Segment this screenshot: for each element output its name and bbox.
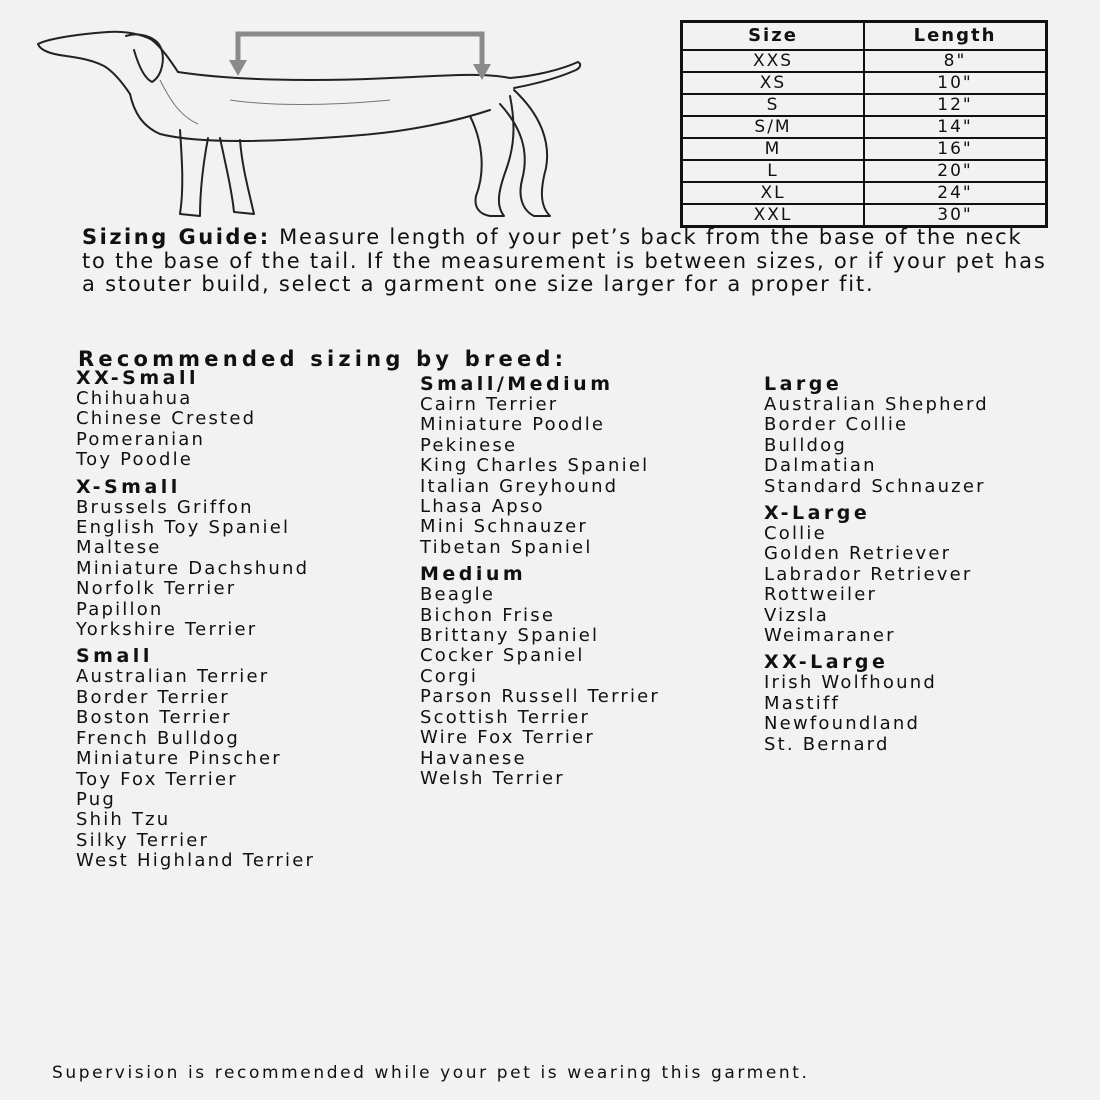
sizing-guide-label: Sizing Guide: [82, 225, 271, 249]
breed-name: Standard Schnauzer [764, 475, 986, 497]
breed-name: Corgi [420, 665, 479, 687]
length-cell: 16" [864, 138, 1047, 160]
breed-recommendation-heading: Recommended sizing by breed: [78, 347, 568, 371]
size-table-header-row [682, 22, 1047, 51]
breed-name: Labrador Retriever [764, 563, 973, 585]
breed-name: Silky Terrier [76, 829, 210, 851]
sizing-guide-text: Measure length of your pet’s back from the base of the neck to the base of the tail. If the measurement is between sizes, or if your pet has a stouter build, select a garment one size larger for a proper fit. [82, 225, 1047, 296]
length-cell: 20" [864, 160, 1047, 182]
breed-name: Weimaraner [764, 625, 896, 647]
length-cell: 14" [864, 116, 1047, 138]
size-table-row [682, 182, 1047, 204]
breed-name: English Toy Spaniel [76, 517, 291, 539]
breed-name: West Highland Terrier [76, 850, 316, 872]
breed-name: Boston Terrier [76, 707, 232, 729]
breed-name: Irish Wolfhound [764, 672, 937, 694]
breed-name: Mini Schnauzer [420, 516, 588, 538]
breed-name: Miniature Poodle [420, 414, 606, 436]
breed-name: Chihuahua [76, 388, 193, 409]
breed-name: Australian Shepherd [764, 394, 989, 415]
size-group-title: XX-Small [76, 367, 199, 389]
supervision-notice: Supervision is recommended while your pet is wearing this garment. [52, 1063, 810, 1083]
breed-name: Pekinese [420, 434, 518, 456]
breed-name: Golden Retriever [764, 543, 952, 565]
size-cell: M [682, 138, 865, 160]
breed-column-3 [764, 374, 989, 761]
breed-name: Parson Russell Terrier [420, 686, 661, 708]
size-group [76, 646, 315, 871]
breed-name: Lhasa Apso [420, 496, 545, 518]
breed-name: Toy Fox Terrier [76, 768, 238, 790]
breed-name: Pomeranian [76, 428, 206, 450]
breed-column-2 [420, 374, 660, 795]
breed-name: Border Collie [764, 414, 909, 436]
size-group [764, 652, 989, 755]
size-group-title: XX-Large [764, 651, 889, 674]
size-cell: S/M [682, 116, 865, 138]
size-column-header: Size [682, 22, 865, 51]
size-table-row [682, 94, 1047, 116]
breed-column-1 [76, 368, 315, 878]
breed-name: St. Bernard [764, 733, 890, 755]
breed-name: Collie [764, 523, 827, 545]
size-group [76, 477, 315, 641]
size-table-row [682, 72, 1047, 94]
size-group-title: Large [764, 373, 843, 395]
breed-name: Papillon [76, 598, 164, 620]
breed-name: Bulldog [764, 434, 848, 456]
breed-name: Bichon Frise [420, 604, 556, 626]
length-cell: 10" [864, 72, 1047, 94]
breed-name: Wire Fox Terrier [420, 727, 595, 749]
size-table-row [682, 204, 1047, 227]
size-table-row [682, 160, 1047, 182]
breed-name: Shih Tzu [76, 809, 171, 831]
breed-name: Newfoundland [764, 713, 921, 735]
size-group-title: Small [76, 645, 153, 668]
breed-name: Australian Terrier [76, 666, 270, 688]
breed-name: Pug [76, 788, 116, 810]
breed-name: Dalmatian [764, 455, 877, 477]
breed-name: Welsh Terrier [420, 767, 565, 789]
size-group-title: X-Large [764, 502, 871, 525]
breed-name: French Bulldog [76, 727, 240, 749]
dog-illustration [30, 20, 590, 230]
size-group [764, 374, 989, 497]
breed-name: Cocker Spaniel [420, 645, 585, 667]
size-cell: XXL [682, 204, 865, 227]
breed-name: Maltese [76, 537, 162, 559]
size-group [764, 503, 989, 646]
breed-name: Toy Poodle [76, 449, 194, 471]
size-table-row [682, 50, 1047, 72]
size-group [420, 564, 660, 789]
breed-name: Italian Greyhound [420, 475, 619, 497]
breed-name: Brussels Griffon [76, 496, 254, 518]
size-group [420, 374, 660, 558]
size-cell: XS [682, 72, 865, 94]
breed-name: Scottish Terrier [420, 706, 591, 728]
length-cell: 24" [864, 182, 1047, 204]
breed-name: Yorkshire Terrier [76, 619, 258, 641]
size-cell: XL [682, 182, 865, 204]
size-group-title: Small/Medium [420, 373, 614, 395]
breed-name: Miniature Pinscher [76, 748, 282, 770]
length-cell: 30" [864, 204, 1047, 227]
size-table-row [682, 138, 1047, 160]
breed-name: King Charles Spaniel [420, 455, 650, 477]
breed-name: Mastiff [764, 692, 841, 714]
breed-name: Chinese Crested [76, 408, 257, 430]
length-cell: 8" [864, 50, 1047, 72]
size-table-body [682, 50, 1047, 227]
breed-name: Cairn Terrier [420, 394, 559, 415]
length-column-header: Length [864, 22, 1047, 51]
size-chart-table [680, 20, 1048, 228]
breed-name: Norfolk Terrier [76, 578, 237, 600]
breed-name: Havanese [420, 747, 527, 769]
breed-name: Tibetan Spaniel [420, 536, 593, 558]
breed-name: Rottweiler [764, 584, 878, 606]
size-cell: XXS [682, 50, 865, 72]
breed-name: Vizsla [764, 604, 829, 626]
size-table-row [682, 116, 1047, 138]
size-group [76, 368, 315, 471]
size-group-title: Medium [420, 563, 527, 586]
size-cell: S [682, 94, 865, 116]
sizing-guide-paragraph [82, 226, 1052, 297]
breed-name: Brittany Spaniel [420, 625, 600, 647]
breed-name: Miniature Dachshund [76, 557, 310, 579]
breed-name: Beagle [420, 584, 496, 606]
size-cell: L [682, 160, 865, 182]
length-cell: 12" [864, 94, 1047, 116]
size-group-title: X-Small [76, 475, 181, 498]
breed-name: Border Terrier [76, 686, 230, 708]
